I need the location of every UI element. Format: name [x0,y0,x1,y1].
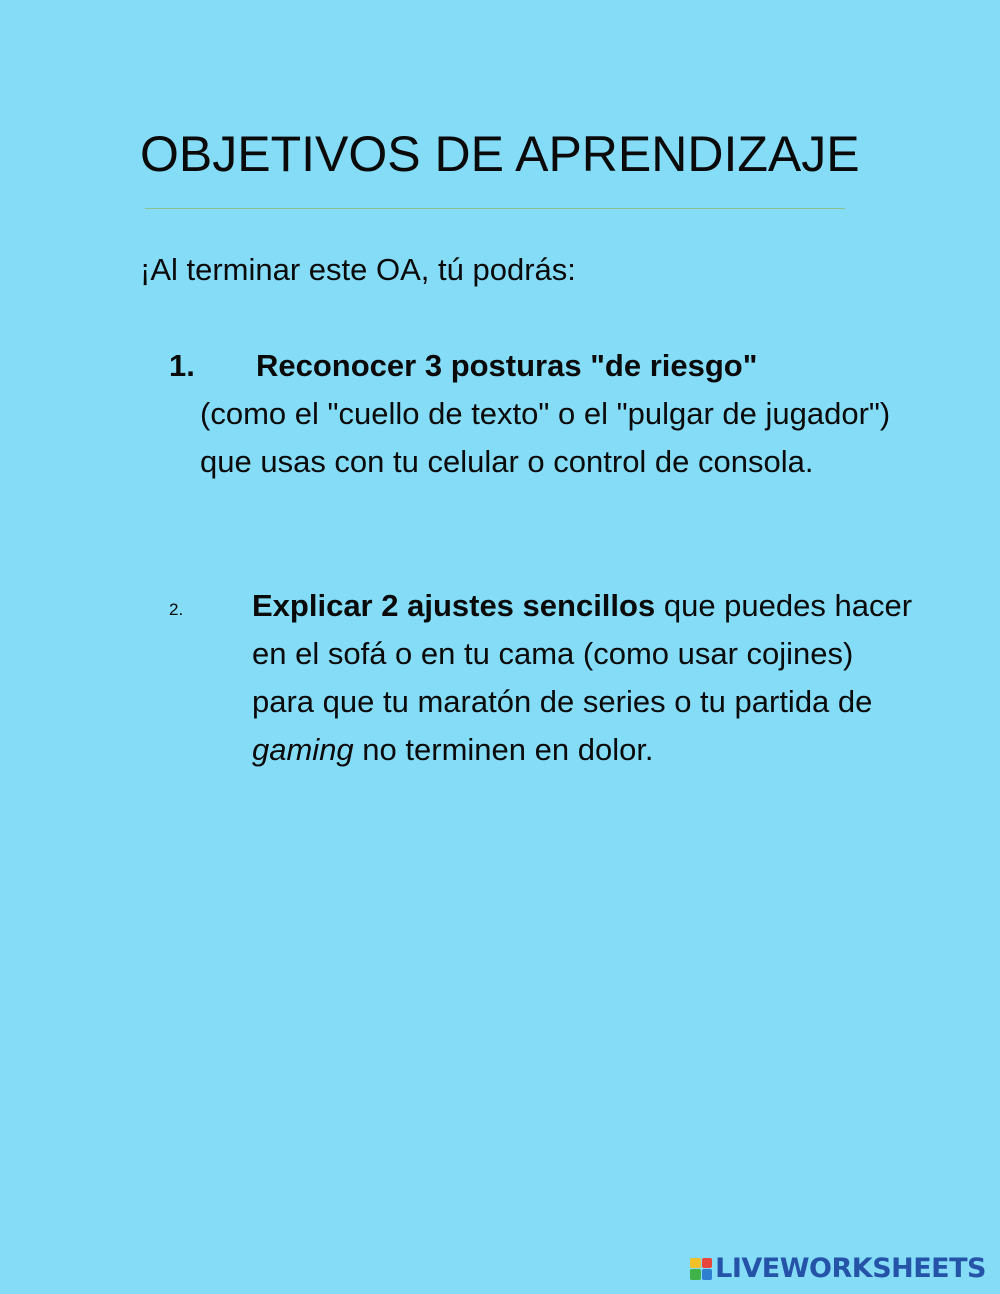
objective-2-text-end: no terminen en dolor. [353,732,654,767]
intro-text: ¡Al terminar este OA, tú podrás: [140,252,576,287]
objective-2-italic-text: gaming [252,732,354,767]
objective-item-2 [169,582,920,774]
logo-text: LIVEWORKSHEETS [715,1253,986,1284]
objective-1-bold-text: Reconocer 3 posturas "de riesgo" [256,348,758,383]
logo-square [690,1269,701,1280]
logo-square [702,1269,713,1280]
objective-2-bold-text: Explicar 2 ajustes sencillos [252,588,656,623]
objective-number-2: 2. [169,600,184,619]
title-divider [145,208,845,209]
objective-1-heading [200,342,920,390]
logo-square [690,1258,701,1269]
liveworksheets-logo-icon [690,1258,712,1280]
objective-2-body [200,582,920,774]
objective-1-body: (como el "cuello de texto" o el "pulgar de jugador") que usas con tu celular o control de consola. [200,396,891,479]
page-title: OBJETIVOS DE APRENDIZAJE [140,126,860,182]
objective-number-1: 1. [169,348,195,383]
objective-2-text: que puedes hacer en el sofá o en tu cama (como usar cojines) para que tu maratón de series o tu partida de [252,588,913,719]
liveworksheets-logo[interactable] [690,1253,986,1284]
logo-square [702,1258,713,1269]
objective-item-1 [169,342,920,486]
